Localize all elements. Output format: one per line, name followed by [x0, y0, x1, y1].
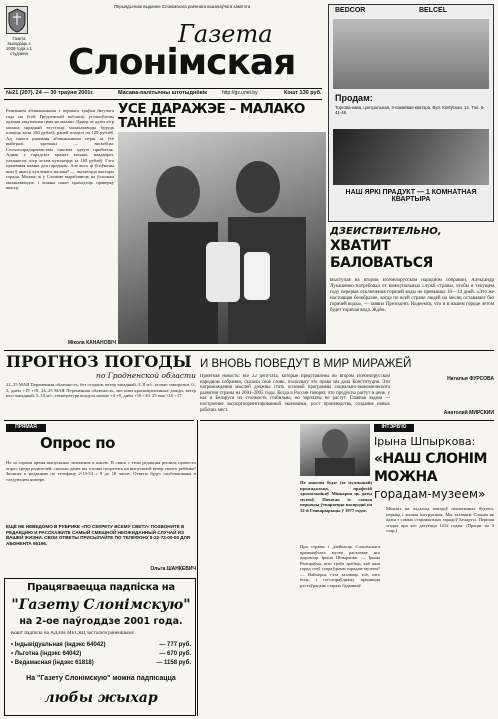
emblem	[6, 6, 28, 34]
subscription-headline: Працягваецца падпіска на	[27, 582, 175, 593]
emblem-caption: Газета выходзіць з 1939 года з 1 студзеня	[5, 36, 33, 56]
masthead-title-top: Газета	[178, 20, 273, 48]
interview-rubric: ІНТЭРВ'Ю	[374, 424, 414, 432]
right-kicker: ДЗЕЙСТВИТЕЛЬНО,	[330, 226, 442, 237]
price: Кошт 130 руб.	[284, 90, 322, 96]
interview-name: Ірына Шпыркова:	[374, 435, 476, 448]
ad-sale-text: Торгова-кава, цэнтральная, 4-пакаёвая кватэра. Вул. Кілёўская, 14. Тэл. 5-41-48	[335, 105, 485, 115]
interview-headline-3: горадам-музеем»	[374, 487, 486, 501]
ad-image	[333, 129, 489, 185]
subscription-row-value: — 1158 руб.	[156, 660, 191, 666]
subscription-row-label: • Льготна (індэкс 64042)	[11, 651, 82, 657]
masthead-title: Слонімская	[68, 42, 296, 83]
mirage-headline: И ВНОВЬ ПОВЕДУТ В МИР МИРАЖЕЙ	[200, 358, 412, 370]
subscription-paper: "Газету Слонімскую"	[11, 597, 191, 613]
weather-subtitle: по Гродненской области	[96, 371, 196, 380]
lead-signature: Мікола КАНАНОВІЧ	[67, 340, 116, 346]
site-url: http://gs.unet.by	[222, 90, 258, 96]
mirage-signature: Анатолий МИРСКИЙ	[443, 410, 494, 416]
lead-headline: УСЁ ДАРАЖЭЕ – МАЛАКО ТАННЕЕ	[118, 102, 305, 130]
right-headline: ХВАТИТ БАЛОВАТЬСЯ	[330, 238, 433, 271]
phone-body: Не за горами время выпускных экзаменов в школе. В связи с этим редакция решила провести опрос среди родителей: сколько денег вы готовы потратить на выпускной вечер своего ребёнка? Звоните в редакцию по телефону 2-13-53 с 9 до 18 часов. Ответы будут опубликованы в следующем номере.	[6, 460, 196, 482]
phone-lottery: ЕЩЁ НЕ НЕВЕДОМО В РУБРИКЕ «ПО СЕКРЕТУ ВСЕМУ СВЕТУ» ПОЗВОНИТЕ В РЕДАКЦИЮ И РАССКАЖИТЕ САМЫЙ СМЕШНОЙ НЕОЖИДАННЫЙ СЛУЧАЙ ИЗ ВАШЕЙ ЖИЗНИ. СВОИ ОТВЕТЫ ПРИСЫЛАЙТЕ ПО ТЕЛЕФОНУ 8-22-73-00-00 ДЛЯ АБОНЕНТА 55196.	[6, 524, 191, 546]
subscription-row	[11, 659, 191, 668]
ad-brand-2: BELCEL	[419, 7, 447, 14]
phone-rubric: ПРЯМАЯ	[6, 424, 46, 432]
phone-headline: Опрос по	[40, 434, 115, 452]
mirage-body: Приятная новость: все 22 депутата, которые представлены во втором Всебелорусском народном собрании, сказали своё слово, поскольку это право им дала Конституция. Эти нагромождения мыслей должны стать основой программы социально-экономического развития страны на 2001–2005 годы. Когда в России говорят, что продукты растут в цене, у нас в Беларуси их стоимость стабильна, но зарплаты не растут. Главная задача — построение экспортоориентированной экономики, рост производства, создание новых рабочих мест.	[200, 374, 390, 413]
ad-sale-label: Продам:	[335, 93, 373, 103]
interview-headline-1: «НАШ СЛОНІМ	[374, 451, 487, 467]
subscription-row-value: — 670 руб.	[159, 651, 191, 657]
interview-right: Мінскіх на падыход паяздоў свяшчэнных будзеш, перыяд і ягоная інструкцыя. Мы захаваем Слонім як адзін з самых старажытных гарадоў Беларусі. Першая згадка пра яго датуецца 1252 годам. (Працяг на 3 стар.)	[386, 506, 494, 533]
lead-body: Рашэннем аблвыканкома з першага траўня бягучага года на ўсёй Гродзенскай вобласці устаноўлены адзіная закупачная цана на малако. Цяпер за адзін літр малака сярэдняй тлустасці малаказаводы будуць плаціць каля 160 рублёў, раней плацілі па 129 рублёў. Ад такога рашэння аблвыканкома перш за ўсё выйгралі здатчыкі — вяскоўцы. Сельгаспрадпрыемствы таксама адчулі прыбытак. Аднак у гарадскіх крамах малако, наадварот, патаннела: літр летам купляецца за 165 рублёў. Гэта прыемная навіна для гараджан. Але вось ці ўпэўнены яны ў якасці купленага малака? — пытаюцца жыхары горада. Малако ж у Слоніме вырабляюць на ўласным малаказаводзе, і кожны пакет праходзіць праверку якасці.	[6, 108, 114, 190]
ad-photo	[333, 19, 489, 89]
interview-lead: Не многим будзе (за мужчынай) прыгадальца, прафесій здымальнікаў Мінкарпа ць даты музеяў. Пачатак іх самыя перыяды ўтвараецца пасярэдні па 12-й Генварырыцы ў 1977 годзе.	[300, 480, 372, 513]
publisher-line: Перыядычнае выданне Слонімскага раённага выканаўчага камітэта	[113, 4, 251, 9]
subscription-row	[11, 641, 191, 650]
subscription-rows	[11, 641, 191, 671]
subscription-row-value: — 777 руб.	[159, 642, 191, 648]
weather-title: ПРОГНОЗ ПОГОДЫ	[6, 352, 192, 371]
subscription-period: на 2-ое паўгоддзе 2001 года.	[19, 616, 183, 627]
subscription-footer-2: любы жыхар	[44, 690, 158, 706]
subscription-footer-1: На "Газету Слонімскую" можна падпісацца	[26, 675, 176, 682]
subscription-price-intro: Кошт падпіскі на АДЗІН МЕСЯЦ засталіся ранейшымі:	[11, 631, 135, 636]
interview-body: Пра стравы і дзейнасць Слонімскага краязнаўчага музея расказвае яго дырэктар Ірына Шпыркова. — Ірына Рыгораўна, што трэба зрабіць, каб наш горад стаў сапраўдным горадам-музеем? — Найперш, гэта захаваць тое, што ёсць, і па-сапраўднаму прыняцца рэстаўрацыю старых будынкаў.	[300, 544, 380, 588]
phone-signature: Ольга ШАНКЕВИЧ	[150, 566, 196, 572]
right-body: Выступая на втором Всебелорусском народном собрании, Александр Лукашенко потребовал от коммунальных служб страны, чтобы в текущем году перерыв отключения горячей воды не превышал 10—14 дней. «Это же настоящая безобразие, когда по всей стране людей на месяц оставляют без горячей воды», — заявил Президент. Надеемся, что и в нашем городе летом будет горячая вода. Ждём.	[330, 278, 494, 313]
subscription-box	[4, 578, 196, 716]
ad-brand-1: BEDCOR	[335, 7, 366, 14]
ad-caption: НАШ ЯРКІ ПРАДУКТ — 1 КОМНАТНАЯ КВАРТЫРА	[345, 189, 477, 203]
issue-number: №21 (207). 24 — 30 траўня 2001г.	[6, 90, 94, 96]
subscription-row-label: • Індывідуальная (індэкс 64042)	[11, 642, 106, 648]
ad-block	[328, 4, 494, 222]
interview-photo	[300, 424, 370, 476]
interview-headline-2: МОЖНА	[374, 469, 438, 485]
subscription-row	[11, 650, 191, 659]
subscription-row-label: • Ведамасная (індэкс 61818)	[11, 660, 94, 666]
lead-photo	[118, 132, 326, 344]
weather-body: 22–25 МАЯ Переменная облачность, без осадков, ветер западный, 3–8 м/с, ночью заморозки, 0–5, днём +15 +18. 24–25 МАЯ Переменная облачность, местами кратковременные дожди, ветер юго-западный, 5–10 м/с, температура воздуха ночью +4 +9, днём +16 +20. 25 мая +10 +17.	[6, 382, 196, 398]
right-signature: Наталья ФУРСОВА	[447, 376, 494, 382]
masthead-subtitle: Масава-палітычны штотыднёвік	[118, 90, 207, 96]
